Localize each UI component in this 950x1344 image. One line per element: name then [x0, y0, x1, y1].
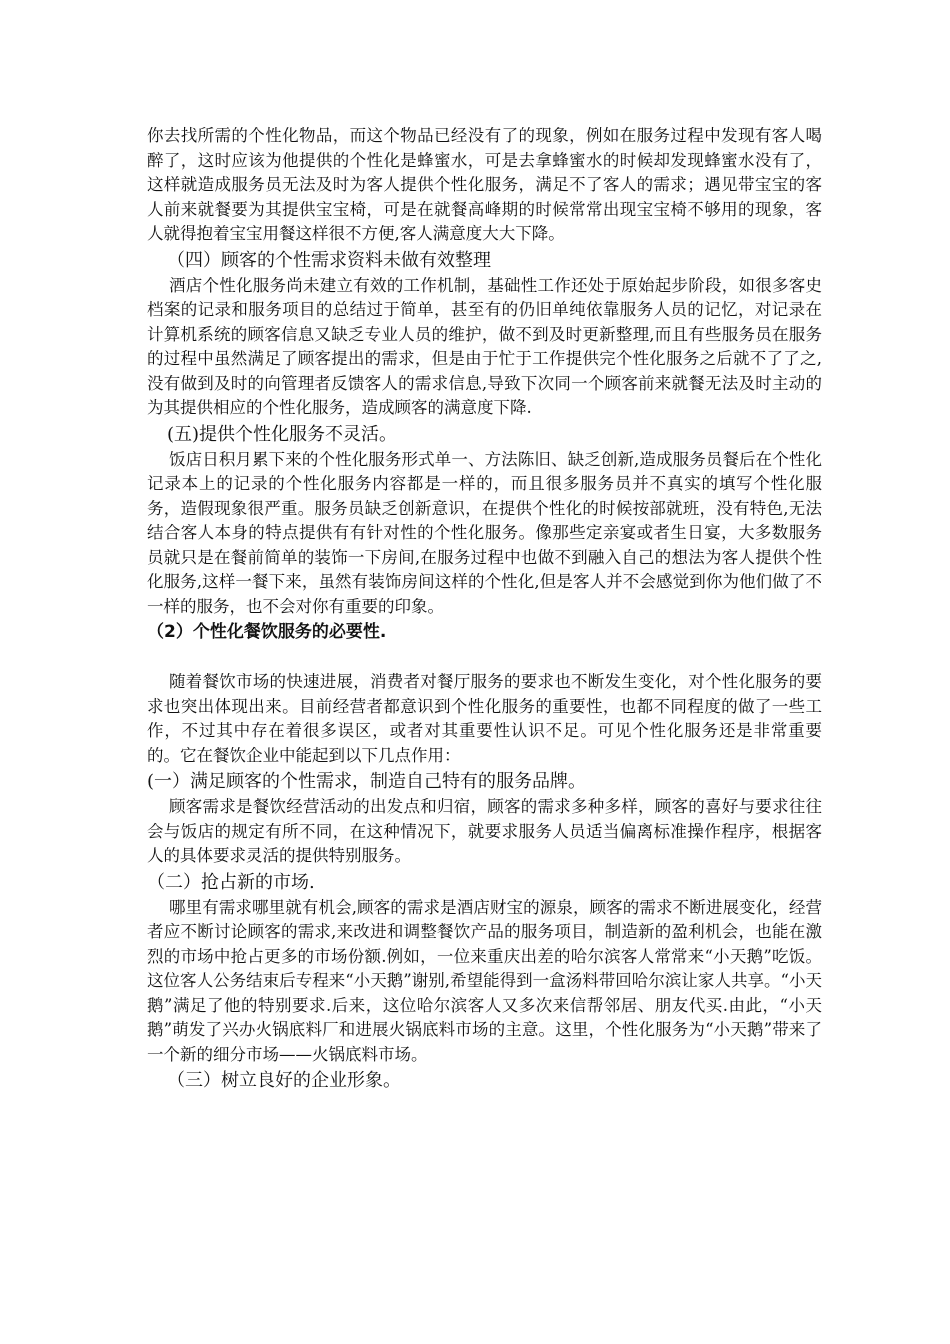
subheading-one: (一）满足顾客的个性需求，制造自己特有的服务品牌。: [147, 771, 587, 792]
section-heading-necessity: （2）个性化餐饮服务的必要性.: [147, 622, 387, 642]
document-page: [147, 124, 822, 1094]
subheading-three: （三）树立良好的企业形象。: [167, 1070, 401, 1091]
paragraph-customer-data: 酒店个性化服务尚未建立有效的工作机制，基础性工作还处于原始起步阶段，如很多客史档案的记录和服务项目的总结过于简单，甚至有的仍旧单纯依靠服务人员的记忆，对记录在计算机系统的顾客信息又缺乏专业人员的维护，做不到及时更新整理,而且有些服务员在服务的过程中虽然满足了顾客提出的需求，但是由于忙于工作提供完个性化服务之后就不了了之,没有做到及时的向管理者反馈客人的需求信息,导致下次同一个顾客前来就餐无法及时主动的为其提供相应的个性化服务，造成顾客的满意度下降.: [147, 275, 822, 417]
heading-four: （四）顾客的个性需求资料未做有效整理: [167, 249, 491, 271]
paragraph-new-market: 哪里有需求哪里就有机会,顾客的需求是酒店财宝的源泉，顾客的需求不断进展变化，经营者应不断讨论顾客的需求,来改进和调整餐饮产品的服务项目，制造新的盈利机会，也能在激烈的市场中抢占更多的市场份额.例如，一位来重庆出差的哈尔滨客人常常来“小天鹅”吃饭。这位客人公务结束后专程来“小天鹅”谢别,希望能得到一盒汤料带回哈尔滨让家人共享。“小天鹅”满足了他的特别要求.后来，这位哈尔滨客人又多次来信帮邻居、朋友代买.由此，“小天鹅”萌发了兴办火锅底料厂和进展火锅底料市场的主意。这里，个性化服务为“小天鹅”带来了一个新的细分市场——火锅底料市场。: [147, 897, 822, 1064]
subheading-two: （二）抢占新的市场.: [147, 871, 315, 893]
paragraph-market-development: 随着餐饮市场的快速进展，消费者对餐厅服务的要求也不断发生变化，对个性化服务的要求也突出体现出来。目前经营者都意识到个性化服务的重要性，也都不同程度的做了一些工作，不过其中存在着很多误区，或者对其重要性认识不足。可见个性化服务还是非常重要的。它在餐饮企业中能起到以下几点作用：: [147, 672, 822, 765]
spacer: [147, 646, 822, 670]
heading-five: (五)提供个性化服务不灵活。: [167, 423, 398, 445]
paragraph-personalized-items: 你去找所需的个性化物品，而这个物品已经没有了的现象，例如在服务过程中发现有客人喝醉了，这时应该为他提供的个性化是蜂蜜水，可是去拿蜂蜜水的时候却发现蜂蜜水没有了，这样就造成服务员无法及时为客人提供个性化服务，满足不了客人的需求；遇见带宝宝的客人前来就餐要为其提供宝宝椅，可是在就餐高峰期的时候常常出现宝宝椅不够用的现象，客人就得抱着宝宝用餐这样很不方便,客人满意度大大下降。: [147, 126, 822, 243]
paragraph-inflexible-service: 饭店日积月累下来的个性化服务形式单一、方法陈旧、缺乏创新,造成服务员餐后在个性化记录本上的记录的个性化服务内容都是一样的，而且很多服务员并不真实的填写个性化服务，造假现象很严重。服务员缺乏创新意识，在提供个性化的时候按部就班，没有特色,无法结合客人本身的特点提供有有针对性的个性化服务。像那些定亲宴或者生日宴，大多数服务员就只是在餐前简单的装饰一下房间,在服务过程中也做不到融入自己的想法为客人提供个性化服务,这样一餐下来，虽然有装饰房间这样的个性化,但是客人并不会感觉到你为他们做了不一样的服务，也不会对你有重要的印象。: [147, 449, 822, 616]
paragraph-customer-needs: 顾客需求是餐饮经营活动的出发点和归宿，顾客的需求多种多样，顾客的喜好与要求往往会与饭店的规定有所不同，在这种情况下，就要求服务人员适当偏离标准操作程序，根据客人的具体要求灵活的提供特别服务。: [147, 797, 822, 865]
